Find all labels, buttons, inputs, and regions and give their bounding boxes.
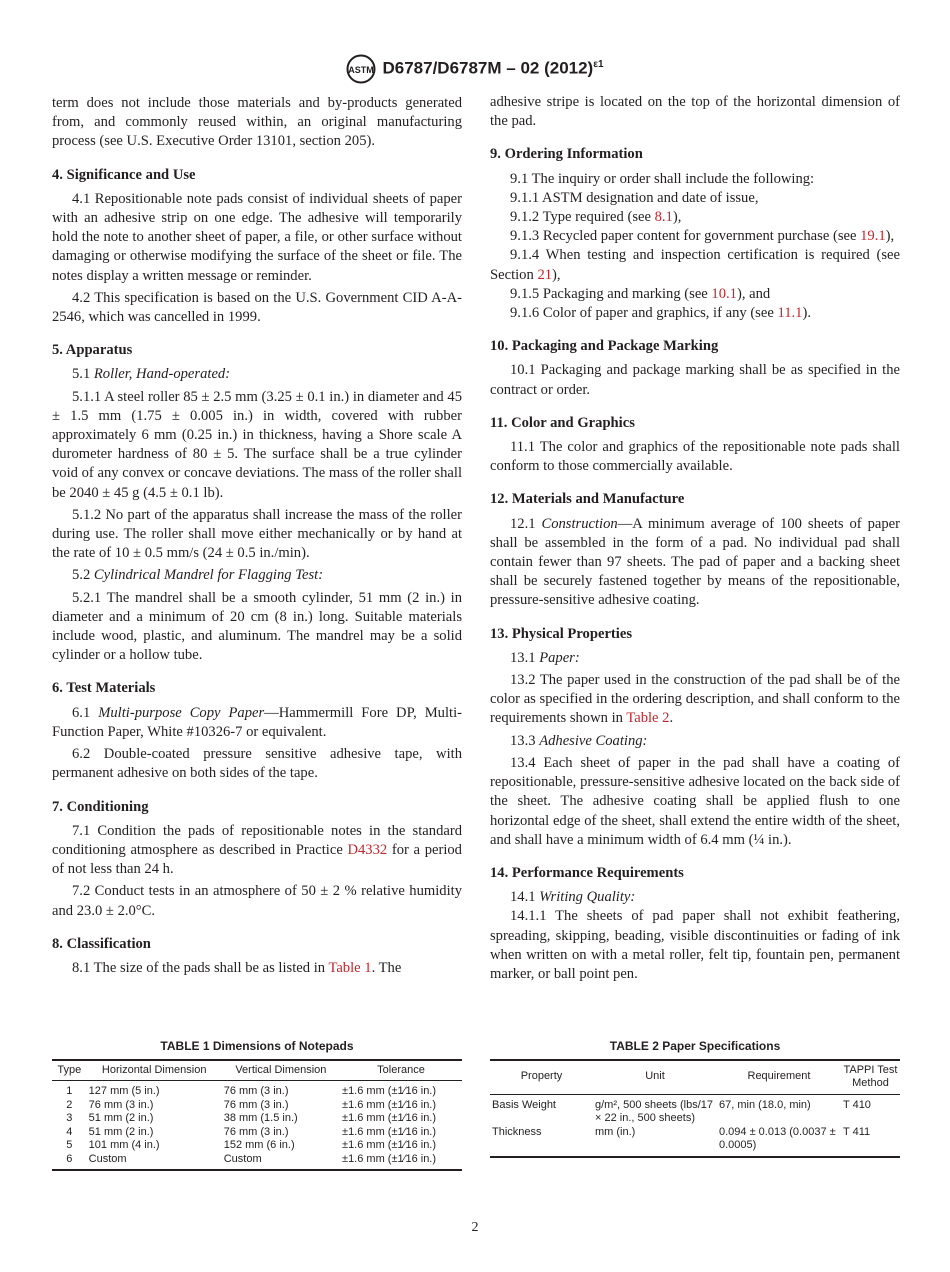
table-cell: 76 mm (3 in.)	[223, 1098, 289, 1111]
column-header: Vertical Dimension	[222, 1060, 340, 1081]
table-2	[490, 1040, 900, 1158]
text-run: 10.1 Packaging and package marking shall be as specified in the contract or order.	[490, 362, 900, 398]
text-run: 14.1.1 The sheets of pad paper shall not exhibit feathering, spreading, skipping, beading, visible discontinuities or fading of ink when written on with a metal roller, felt tip, fountain pen, permanent marker, or ball point pen.	[490, 908, 900, 982]
table-cell: g/m², 500 sheets (lbs/17 × 22 in., 500 sheets)	[595, 1098, 714, 1124]
table-cell: ±1.6 mm (±1⁄16 in.)	[342, 1125, 437, 1138]
column-header: Unit	[593, 1060, 717, 1095]
table-cell: 1	[66, 1085, 73, 1097]
table-cell: 127 mm (5 in.)	[88, 1085, 160, 1097]
table-cell: Custom	[88, 1152, 127, 1165]
paragraph	[52, 566, 462, 585]
text-run: ),	[885, 228, 895, 245]
text-run: 9.1.5 Packaging and marking (see	[510, 285, 712, 302]
table-row	[52, 1112, 462, 1126]
italic-text: Adhesive Coating:	[539, 732, 648, 749]
paragraph	[52, 190, 462, 286]
table-cell: T 410	[843, 1098, 871, 1111]
cross-reference-link[interactable]: 21	[537, 266, 553, 283]
column-header: Property	[490, 1060, 593, 1095]
column-header: TAPPI Test Method	[841, 1060, 900, 1095]
table-cell: Custom	[223, 1152, 262, 1165]
text-run: 13.4 Each sheet of paper in the pad shall have a coating of repositionable, pressure-sensitive adhesive located on the back side of the sheet. The adhesive coating shall be applied flush to one horizontal edge of the sheet, shall extend the entire width of the sheet, and shall have a minimum width of 6.4 mm (¼ in.).	[490, 754, 900, 848]
paragraph	[490, 907, 900, 984]
text-run: 5.1	[72, 366, 94, 383]
text-run: 13.1	[510, 649, 540, 666]
table-cell: 4	[66, 1125, 73, 1138]
text-run: 9.1.6 Color of paper and graphics, if any (see	[510, 305, 778, 322]
table-cell: 38 mm (1.5 in.)	[223, 1112, 298, 1124]
table-cell: Basis Weight	[492, 1098, 556, 1111]
italic-text: Cylindrical Mandrel for Flagging Test:	[93, 567, 324, 584]
page-header	[0, 54, 950, 84]
text-run: 4. Significance and Use	[52, 166, 196, 183]
paragraph	[52, 506, 462, 564]
text-run: 8.1 The size of the pads shall be as listed in	[72, 959, 329, 976]
text-run: 9. Ordering Information	[490, 146, 643, 163]
paragraph	[490, 189, 900, 208]
table-row	[52, 1126, 462, 1140]
column-header: Horizontal Dimension	[87, 1060, 222, 1081]
text-run: 9.1.4 When testing and inspection certification is required (see Section	[490, 247, 900, 283]
text-run: 12. Materials and Manufacture	[490, 491, 685, 508]
paragraph	[490, 671, 900, 729]
table-cell: 0.094 ± 0.013 (0.0037 ± 0.0005)	[719, 1125, 836, 1151]
text-run: 7.1 Condition the pads of repositionable notes in the standard conditioning atmosphere as described in Practice	[52, 822, 462, 858]
text-run: 9.1 The inquiry or order shall include the following:	[510, 170, 815, 187]
text-run: 7.2 Conduct tests in an atmosphere of 50 ± 2 % relative humidity and 23.0 ± 2.0°C.	[52, 883, 462, 919]
paragraph	[52, 822, 462, 880]
cross-reference-link[interactable]: Table 1	[328, 959, 372, 976]
table-cell: mm (in.)	[595, 1125, 636, 1138]
italic-text: Roller, Hand-operated:	[93, 366, 231, 383]
text-run: 10. Packaging and Package Marking	[490, 338, 719, 355]
section-heading	[490, 490, 900, 509]
table-cell: ±1.6 mm (±1⁄16 in.)	[342, 1152, 437, 1165]
table-cell: 152 mm (6 in.)	[223, 1139, 295, 1151]
italic-text: Writing Quality:	[539, 889, 636, 906]
table-cell: T 411	[843, 1125, 871, 1138]
paragraph	[490, 754, 900, 850]
cross-reference-link[interactable]: 10.1	[711, 285, 737, 302]
table-cell: 6	[66, 1152, 73, 1165]
paragraph	[490, 246, 900, 284]
text-run: 13.3	[510, 732, 540, 749]
cross-reference-link[interactable]: 8.1	[654, 209, 673, 226]
paragraph	[490, 227, 900, 246]
section-heading	[490, 625, 900, 644]
text-run: 5.1.1 A steel roller 85 ± 2.5 mm (3.25 ± 0.1 in.) in diameter and 45 ± 1.5 mm (1.75 ± 0.005 in.) in width, covered with rubber approximately 6 mm (0.25 in.) in thickness, having a Shore scale A durometer hardness of 80 ± 5. The surface shall be a true cylinder void of any convex or concave deviations. The mass of the roller shall be 2040 ± 45 g (4.5 ± 0.1 lb).	[52, 388, 462, 501]
table-cell: Thickness	[492, 1125, 542, 1138]
section-heading	[490, 414, 900, 433]
text-run: —Hammermill Fore DP, Multi-Function Paper, White #10326-7 or equivalent.	[52, 704, 462, 740]
paragraph	[490, 93, 900, 131]
text-run: ),	[672, 209, 682, 226]
text-run: 14.1	[510, 889, 540, 906]
italic-text: Construction	[541, 515, 618, 532]
table-caption: TABLE 1 Dimensions of Notepads	[160, 1039, 354, 1053]
paragraph	[52, 745, 462, 783]
section-heading	[52, 679, 462, 698]
text-run: . The	[371, 959, 402, 976]
paragraph	[490, 361, 900, 399]
table-header-row	[52, 1060, 462, 1081]
table-row	[52, 1153, 462, 1171]
text-run: ), and	[736, 285, 771, 302]
italic-text: Paper:	[539, 649, 580, 666]
table-cell: ±1.6 mm (±1⁄16 in.)	[342, 1098, 437, 1111]
table-cell: ±1.6 mm (±1⁄16 in.)	[342, 1139, 437, 1151]
paragraph	[52, 882, 462, 920]
section-heading	[52, 798, 462, 817]
text-run: 5. Apparatus	[52, 342, 133, 359]
table-row	[52, 1099, 462, 1113]
text-run: 6. Test Materials	[52, 680, 156, 697]
paragraph	[52, 704, 462, 742]
cross-reference-link[interactable]: Table 2	[626, 710, 670, 727]
section-heading	[490, 145, 900, 164]
section-heading	[490, 864, 900, 883]
text-run: adhesive stripe is located on the top of the horizontal dimension of the pad.	[490, 94, 900, 130]
text-run: 13. Physical Properties	[490, 625, 632, 642]
table-row	[52, 1081, 462, 1099]
text-run: —A minimum average of 100 sheets of paper shall be assembled in the form of a pad. No individual pad shall contain fewer than 97 sheets. The pad of paper and a backing sheet shall be securely fastened together by means of the repositionable, pressure-sensitive adhesive coating.	[490, 515, 901, 609]
paragraph	[490, 304, 900, 323]
table-caption: TABLE 2 Paper Specifications	[609, 1039, 781, 1053]
paragraph	[52, 365, 462, 384]
table-cell: 3	[66, 1112, 73, 1124]
table-row	[52, 1139, 462, 1153]
page-number: 2	[471, 1220, 479, 1235]
text-run: ).	[802, 305, 811, 322]
text-run: 5.2.1 The mandrel shall be a smooth cylinder, 51 mm (2 in.) in diameter and a minimum of 20 cm (8 in.) long. Suitable materials include wood, plastic, and aluminum. The mandrel may be a solid cylinder or a hollow tube.	[52, 589, 462, 664]
table-cell: 101 mm (4 in.)	[88, 1139, 160, 1151]
section-heading	[52, 341, 462, 360]
paragraph	[490, 170, 900, 189]
text-run: 4.2 This specification is based on the U.S. Government CID A-A-2546, which was cancelled in 1999.	[52, 289, 462, 326]
paragraph	[490, 285, 900, 304]
column-header: Tolerance	[340, 1060, 462, 1081]
text-run: 7. Conditioning	[52, 798, 149, 815]
right-column	[490, 93, 900, 987]
paragraph	[490, 649, 900, 668]
paragraph	[52, 959, 462, 978]
text-run: 11. Color and Graphics	[490, 414, 635, 431]
paragraph	[490, 208, 900, 227]
paragraph	[52, 388, 462, 503]
table-cell: 2	[66, 1098, 73, 1111]
text-run: for a period of not less than 24 h.	[52, 841, 462, 878]
section-heading	[52, 935, 462, 954]
text-run: 9.1.2 Type required (see	[510, 209, 655, 226]
column-header: Requirement	[717, 1060, 841, 1095]
paragraph	[490, 888, 900, 907]
column-header: Type	[52, 1060, 87, 1081]
astm-logo-icon	[346, 54, 376, 84]
paragraph	[490, 438, 900, 476]
table-cell: 76 mm (3 in.)	[223, 1125, 289, 1138]
paragraph	[490, 732, 900, 751]
paragraph	[52, 289, 462, 327]
table-cell: 5	[66, 1139, 73, 1151]
text-run: 11.1 The color and graphics of the repositionable note pads shall conform to those commercially available.	[490, 439, 900, 475]
text-run: 13.2 The paper used in the construction of the pad shall be of the color as specified in the ordering description, and shall conform to the requirements shown in	[490, 672, 900, 727]
table-cell: 67, min (18.0, min)	[719, 1098, 811, 1111]
table-header-row	[490, 1060, 900, 1095]
data-table	[52, 1059, 462, 1172]
text-run: 5.1.2 No part of the apparatus shall increase the mass of the roller during use. The roller shall move either mechanically or by hand at the rate of 10 ± 0.5 mm/s (24 ± 0.5 in./min).	[52, 506, 462, 562]
table-row	[490, 1126, 900, 1157]
svg-text:ASTM: ASTM	[348, 65, 375, 75]
standard-designation: D6787/D6787M – 02 (2012)	[382, 58, 594, 78]
text-run: 5.2	[72, 567, 94, 584]
cross-reference-link[interactable]: 11.1	[777, 305, 803, 322]
text-run: 12.1	[510, 515, 542, 532]
text-run: 14. Performance Requirements	[490, 864, 684, 881]
table-row	[490, 1094, 900, 1126]
italic-text: Multi-purpose Copy Paper	[98, 704, 265, 721]
text-run: term does not include those materials and by-products generated from, and commonly reused within, an original manufacturing process (see U.S. Executive Order 13101, section 205).	[52, 95, 462, 150]
paragraph	[52, 94, 462, 152]
table-cell: ±1.6 mm (±1⁄16 in.)	[342, 1112, 437, 1124]
text-run: ),	[552, 266, 561, 283]
table-cell: 51 mm (2 in.)	[88, 1125, 154, 1138]
designation-superscript: ε1	[593, 58, 604, 70]
section-heading	[490, 337, 900, 356]
paragraph	[52, 589, 462, 666]
cross-reference-link[interactable]: D4332	[347, 841, 388, 858]
text-run: 4.1 Repositionable note pads consist of individual sheets of paper with an adhesive strip on one edge. The adhesive will temporarily hold the note to another sheet of paper, a file, or other surface without damaging or otherwise modifying the surface of the sheet or file. The notes display a written message or reminder.	[52, 190, 462, 284]
section-heading	[52, 166, 462, 185]
table-cell: 76 mm (3 in.)	[223, 1085, 289, 1097]
cross-reference-link[interactable]: 19.1	[860, 228, 886, 245]
table-cell: 76 mm (3 in.)	[88, 1098, 154, 1111]
data-table	[490, 1059, 900, 1158]
text-run: 6.2 Double-coated pressure sensitive adhesive tape, with permanent adhesive on both sides of the tape.	[52, 746, 462, 782]
text-run: 6.1	[72, 704, 99, 721]
paragraph	[490, 515, 900, 611]
text-run: 9.1.1 ASTM designation and date of issue,	[510, 189, 759, 206]
left-column	[52, 94, 462, 981]
table-cell: ±1.6 mm (±1⁄16 in.)	[342, 1085, 437, 1097]
table-1	[52, 1040, 462, 1171]
text-run: 9.1.3 Recycled paper content for government purchase (see	[510, 228, 861, 245]
text-run: 8. Classification	[52, 935, 151, 952]
text-run: .	[669, 710, 674, 727]
table-cell: 51 mm (2 in.)	[88, 1112, 154, 1124]
